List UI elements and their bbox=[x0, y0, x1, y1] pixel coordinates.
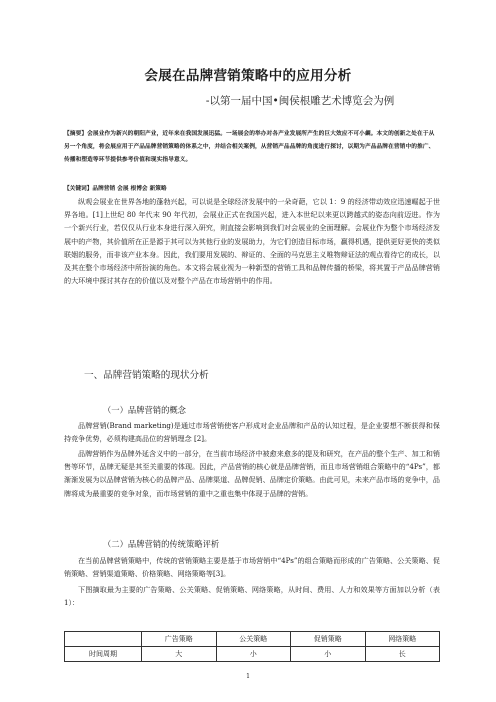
strategy-table bbox=[64, 631, 440, 662]
paper-title: 会展在品牌营销策略中的应用分析 bbox=[144, 68, 352, 84]
paragraph-table-intro: 下图摘取最为主要的广告策略、公关策略、促销策略、网络策略，从时间、费用、人力和效果等方面加以分析（表 1）： bbox=[64, 585, 440, 608]
paragraph-brand-concept: 品牌营销(Brand marketing)是通过市场营销使客户形成对企业品牌和产品的认知过程，是企业要想不断获得和保持竞争优势，必须构建高品位的营销理念 [2]。 bbox=[64, 421, 440, 444]
table-header-cell: 公关策略 bbox=[216, 632, 291, 647]
subsection-heading-1-2: （二）品牌营销的传统策略评析 bbox=[103, 539, 220, 549]
table-cell: 小 bbox=[291, 647, 366, 662]
paragraph-brand-marketing: 品牌营销作为品牌外延含义中的一部分，在当前市场经济中被愈来愈多的提及和研究，在产品的整个生产、加工和销售等环节，品牌无疑是其至关重要的体现。因此，产品营销的核心就是品牌营销，而且市场营销组合策略中的“4Ps”，都渐渐发展为以品牌营销为核心的品牌产品、品牌渠道、品牌促销、品牌定价策略。由此可见，未来产品市场的竞争中，品牌将成为最重要的竞争对象，而市场营销的重中之重也集中体现于品牌的营销。 bbox=[64, 449, 440, 498]
paragraph-traditional-strategy: 在当前品牌营销策略中，传统的营销策略主要是基于市场营销中“4Ps”的组合策略而形成的广告策略、公关策略、促销策略、营销渠道策略、价格策略、网络策略等[3]。 bbox=[64, 556, 440, 579]
table-cell: 小 bbox=[216, 647, 291, 662]
section-heading-1: 一、品牌营销策略的现状分析 bbox=[84, 370, 209, 381]
table-row bbox=[65, 647, 440, 662]
paper-subtitle: -以第一届中国•闽侯根雕艺术博览会为例 bbox=[205, 95, 395, 107]
table-cell: 大 bbox=[142, 647, 217, 662]
table-header-cell: 网络策略 bbox=[365, 632, 440, 647]
page-number: 1 bbox=[246, 673, 250, 680]
table-header-row bbox=[65, 632, 440, 647]
keywords: 【关键词】品牌营销 会展 根博会 新策略 bbox=[64, 186, 167, 192]
abstract: 【摘要】会展业作为新兴的朝阳产业，近年来在我国发展迅猛。一场展会的举办对各产业发展所产生的巨大效应不可小觑。本文的创新之处在于从另一个角度，将会展应用于产品品牌营销策略的体系之中，并结合相关案例，从营销产品品牌的角度进行探讨，以期为产品品牌在营销中的推广、传播和塑造等环节提供参考价值和现实指导意义。 bbox=[64, 131, 435, 163]
table-cell: 时间周期 bbox=[65, 647, 142, 662]
intro-paragraph: 纵观会展业在世界各地的蓬勃兴起，可以说是全球经济发展中的一朵奇葩，它以 1：9 的经济带动效应迅速崛起于世界各地。[1]上世纪 80 年代末 90 年代初，会展业正式在我国兴起，进入本世纪以来更以跨越式的姿态向前迈进。作为一个新兴行业，若仅仅从行业本身进行深入研究，则直接会影响到我们对会展业的全面理解。会展业作为整个市场经济发展中的产物，其价值所在正是源于其可以为其他行业的发展助力，为它们创造目标市场，赢得机遇，提供更好更快的类似联姻的服务，而非该产业本身。因此，我们要用发展的、辩证的、全面的马克思主义唯物辩证法的观点看待它的成长，以及其在整个市场经济中所扮演的角色。本文将会展业视为一种新型的营销工具和品牌传播的桥梁，将其置于产品品牌营销的大环境中探讨其存在的价值以及对整个产品在市场营销中的作用。 bbox=[64, 197, 440, 286]
subsection-heading-1-1: （一）品牌营销的概念 bbox=[103, 405, 186, 415]
table-header-cell: 促销策略 bbox=[291, 632, 366, 647]
table-cell: 长 bbox=[365, 647, 440, 662]
table-header-cell: 广告策略 bbox=[142, 632, 217, 647]
table-header-cell bbox=[65, 632, 142, 647]
